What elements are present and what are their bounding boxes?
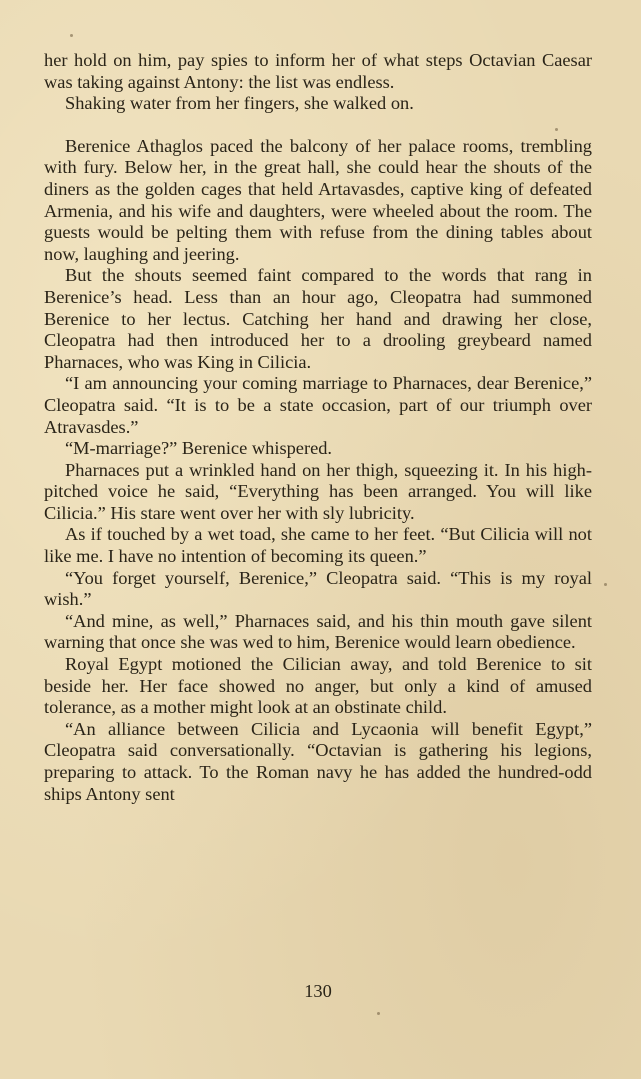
page-number: 130 xyxy=(304,981,332,1001)
paragraph-section-start: Berenice Athaglos paced the balcony of her palace rooms, trembling with fury. Below her, in the great hall, she could hear the shouts of the diners as the golden cages that held Artavasdes, captive king of defeated Armenia, and his wife and daughters, were wheeled about the room. The guests would be pelting them with refuse from the dining tables about now, laughing and jeering. xyxy=(44,135,592,264)
paragraph: As if touched by a wet toad, she came to her feet. “But Cilicia will not like me. I have no intention of becoming its queen.” xyxy=(44,524,592,567)
paragraph: “I am announcing your coming marriage to Pharnaces, dear Berenice,” Cleopatra said. “It is to be a state occasion, part of our triumph over Atravasdes.” xyxy=(44,373,592,437)
paragraph: Shaking water from her fingers, she walked on. xyxy=(65,93,414,114)
paragraph: “An alliance between Cilicia and Lycaonia will benefit Egypt,” Cleopatra said conversationally. “Octavian is gathering his legions, preparing to attack. To the Roman navy he has added the hundred-odd ships Antony sent xyxy=(44,718,592,804)
paragraph: Royal Egypt motioned the Cilician away, and told Berenice to sit beside her. Her face showed no anger, but only a kind of amused tolerance, as a mother might look at an obstinate child. xyxy=(44,654,592,718)
paragraph-continued: her hold on him, pay spies to inform her of what steps Octavian Caesar was taking against Antony: the list was endless. xyxy=(44,50,592,92)
paper-speck xyxy=(555,128,558,131)
paragraph: “And mine, as well,” Pharnaces said, and his thin mouth gave silent warning that once she was wed to him, Berenice would learn obedience. xyxy=(44,610,592,653)
paragraph: “M-marriage?” Berenice whispered. xyxy=(65,438,333,459)
paper-speck xyxy=(70,34,73,37)
paper-speck xyxy=(604,583,607,586)
paragraph: But the shouts seemed faint compared to the words that rang in Berenice’s head. Less than an hour ago, Cleopatra had summoned Berenice to her lectus. Catching her hand and drawing her close, Cleopatra had then introduced her to a drooling greybeard named Pharnaces, who was King in Cilicia. xyxy=(44,265,592,372)
paragraph: “You forget yourself, Berenice,” Cleopatra said. “This is my royal wish.” xyxy=(44,567,592,610)
book-page xyxy=(44,50,592,1050)
paper-speck xyxy=(377,1012,380,1015)
body-text xyxy=(44,50,592,805)
paragraph: Pharnaces put a wrinkled hand on her thigh, squeezing it. In his high-pitched voice he said, “Everything has been arranged. You will like Cilicia.” His stare went over her with sly lubricity. xyxy=(44,459,592,523)
